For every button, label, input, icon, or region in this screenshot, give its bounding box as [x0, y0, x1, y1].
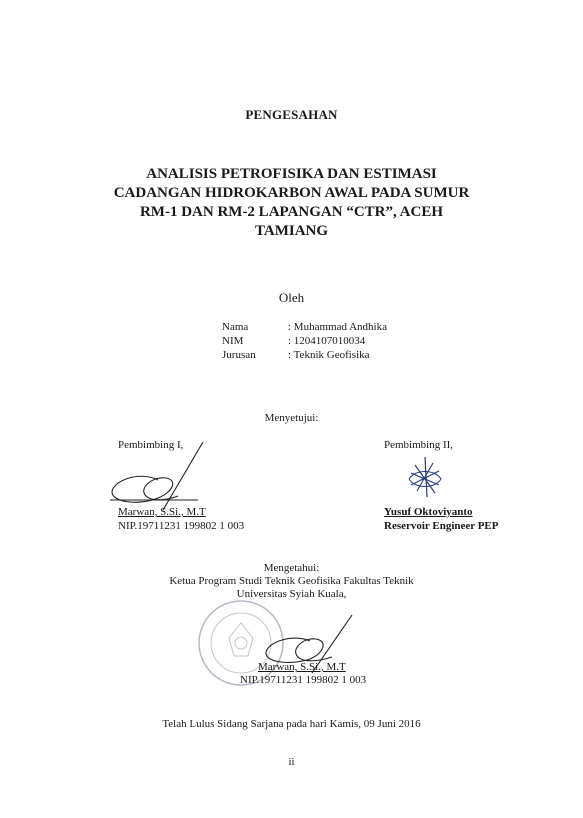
title-line: TAMIANG — [254, 223, 329, 239]
head-id: NIP.19711231 199802 1 003 — [240, 674, 367, 686]
title-line: ANALISIS PETROFISIKA DAN ESTIMASI — [146, 166, 437, 182]
thesis-title — [0, 165, 583, 241]
advisor2-id: Reservoir Engineer PEP — [384, 520, 499, 532]
advisor1-role: Pembimbing I, — [118, 439, 184, 451]
graduation-note: Telah Lulus Sidang Sarjana pada hari Kamis, 09 Juni 2016 — [162, 718, 421, 730]
acknowledge-label: Mengetahui: — [263, 562, 320, 574]
advisor2-signature — [405, 455, 445, 500]
advisor2-role: Pembimbing II, — [384, 439, 454, 451]
advisor1-id: NIP.19711231 199802 1 003 — [118, 520, 245, 532]
approval-label: Menyetujui: — [264, 412, 319, 424]
advisor2-name: Yusuf Oktoviyanto — [384, 506, 473, 518]
info-label-nama: Nama — [222, 321, 249, 333]
info-label-jurusan: Jurusan — [222, 349, 256, 361]
page-heading: PENGESAHAN — [245, 107, 338, 122]
acknowledge-line2: Universitas Syiah Kuala, — [236, 588, 347, 600]
head-name: Marwan, S.Si., M.T — [258, 661, 346, 673]
info-value-nim: : 1204107010034 — [288, 335, 366, 347]
title-line: CADANGAN HIDROKARBON AWAL PADA SUMUR — [113, 185, 470, 201]
info-value-jurusan: : Teknik Geofisika — [288, 349, 370, 361]
info-value-nama: : Muhammad Andhika — [288, 321, 387, 333]
acknowledge-line1: Ketua Program Studi Teknik Geofisika Fakultas Teknik — [169, 575, 414, 587]
info-label-nim: NIM — [222, 335, 244, 347]
author-label: Oleh — [278, 290, 305, 305]
advisor1-name: Marwan, S.Si., M.T — [118, 506, 206, 518]
title-line: RM-1 DAN RM-2 LAPANGAN “CTR”, ACEH — [139, 204, 444, 220]
page-number: ii — [288, 756, 295, 768]
